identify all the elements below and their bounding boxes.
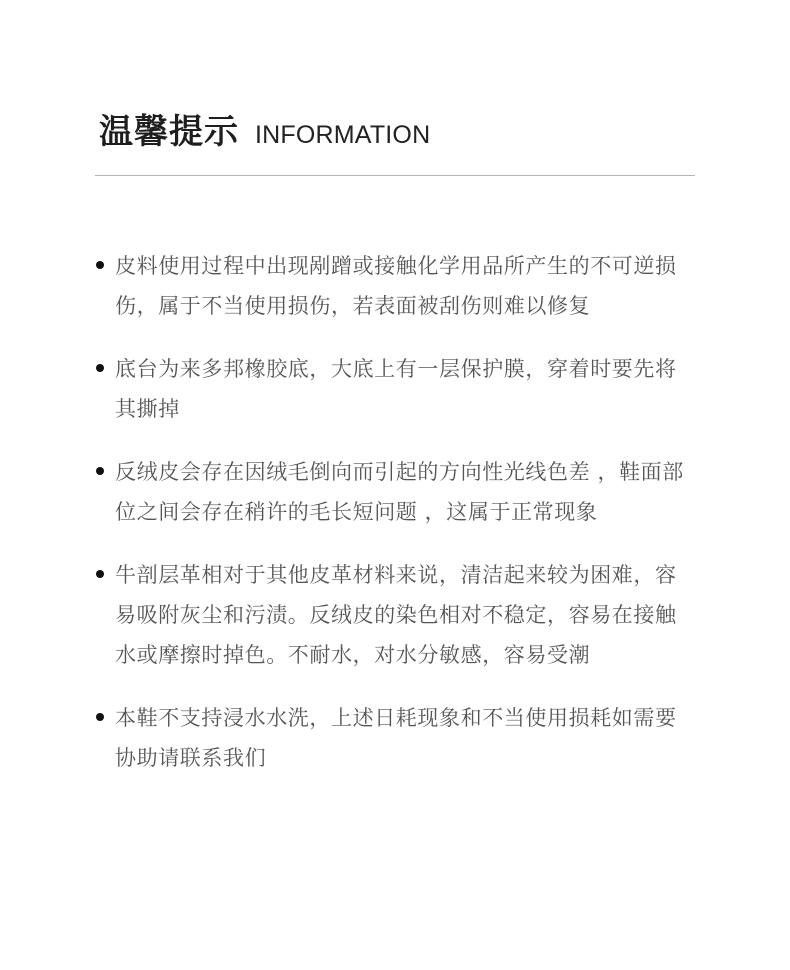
notice-item (96, 698, 696, 778)
bullet-dot-icon (96, 364, 104, 372)
header-divider (95, 175, 695, 176)
notice-text: 反绒皮会存在因绒毛倒向而引起的方向性光线色差 ，鞋面部位之间会存在稍许的毛长短问题 ，这属于正常现象 (115, 460, 684, 524)
bullet-dot-icon (96, 713, 104, 721)
bullet-dot-icon (96, 261, 104, 269)
page-header (99, 104, 430, 153)
bullet-dot-icon (96, 467, 104, 475)
notice-item (96, 555, 696, 675)
notice-item (96, 246, 696, 326)
page-subtitle: INFORMATION (255, 121, 431, 149)
bullet-dot-icon (96, 570, 104, 578)
notice-item (96, 349, 696, 429)
notice-text: 牛剖层革相对于其他皮革材料来说，清洁起来较为困难，容易吸附灰尘和污渍。反绒皮的染色相对不稳定，容易在接触水或摩擦时掉色。不耐水，对水分敏感，容易受潮 (115, 563, 677, 667)
notice-text: 本鞋不支持浸水水洗，上述日耗现象和不当使用损耗如需要协助请联系我们 (115, 706, 677, 770)
notice-item (96, 452, 696, 532)
notice-text: 底台为来多邦橡胶底，大底上有一层保护膜，穿着时要先将其撕掉 (115, 357, 677, 421)
notice-text: 皮料使用过程中出现剐蹭或接触化学用品所产生的不可逆损伤，属于不当使用损伤，若表面被刮伤则难以修复 (115, 254, 677, 318)
page-title: 温馨提示 (99, 112, 239, 152)
notice-list (96, 246, 696, 801)
